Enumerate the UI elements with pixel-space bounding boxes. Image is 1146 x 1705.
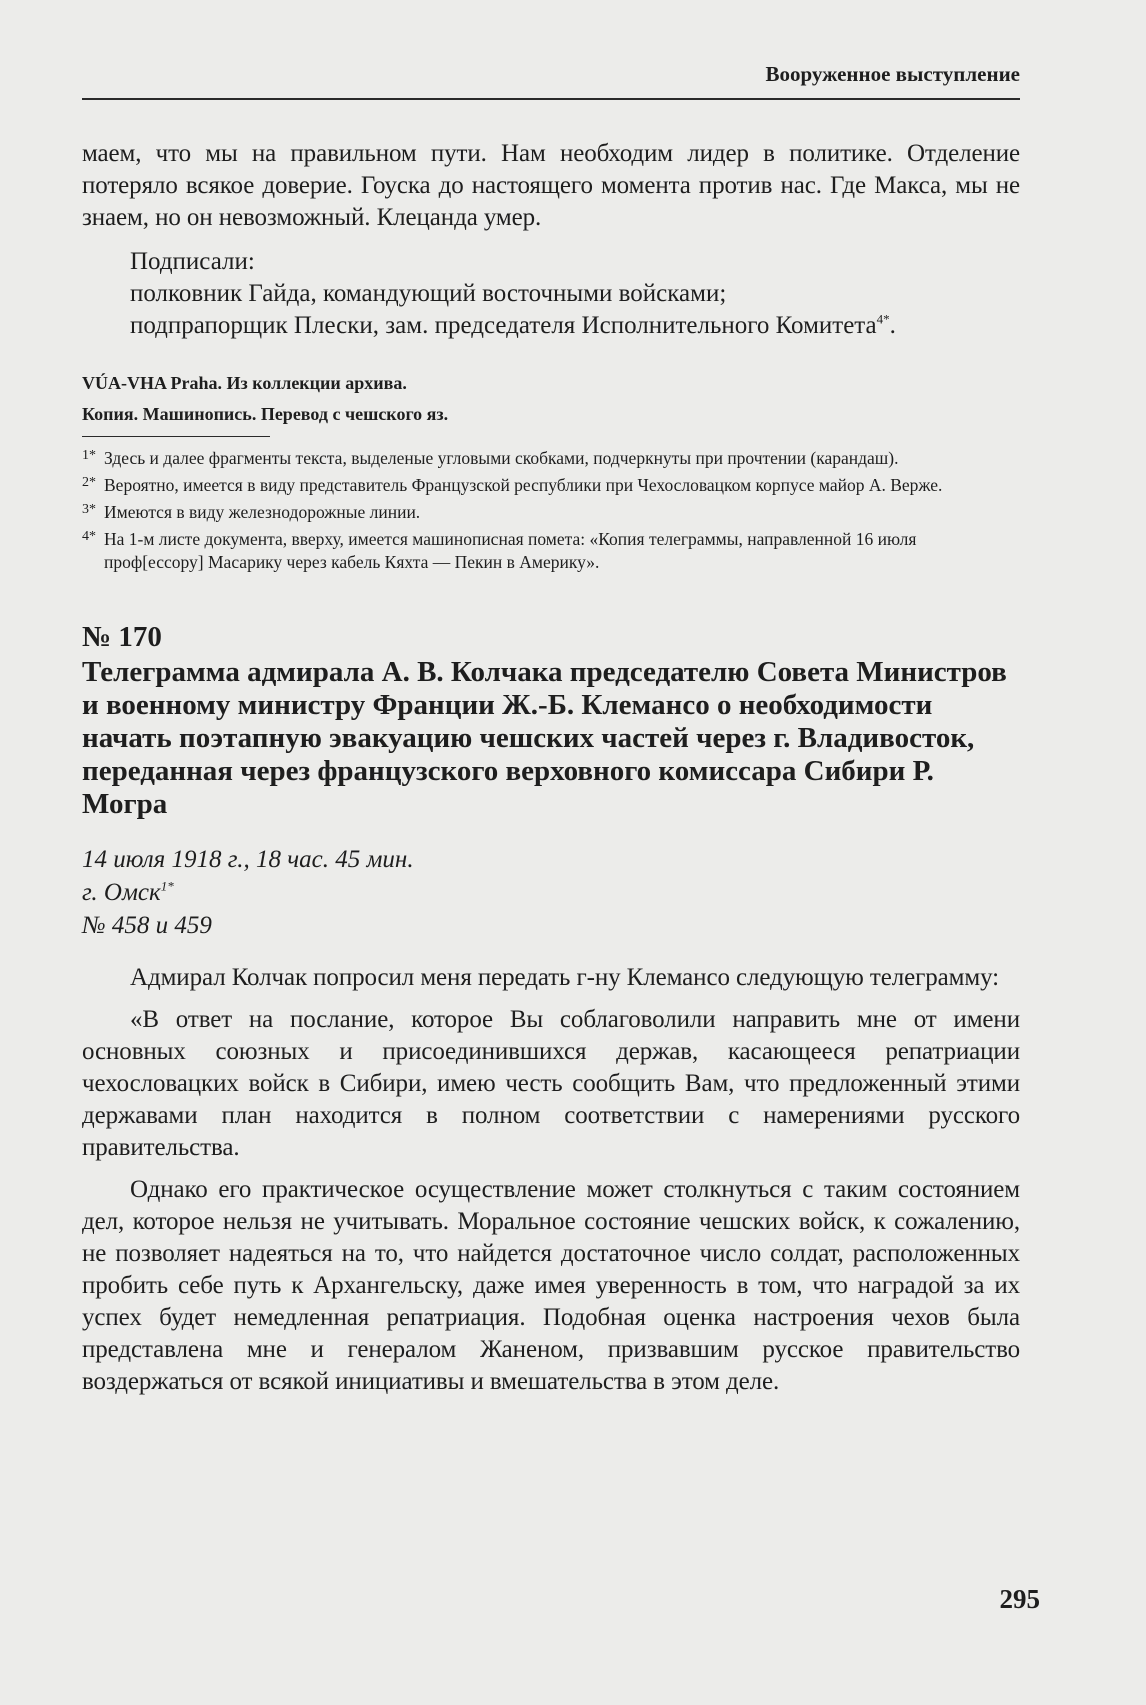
signatory-pleski-text: подпрапорщик Плески, зам. председателя Исполнительного Комитета [130, 312, 877, 339]
signatures [82, 246, 1020, 342]
footnote [82, 447, 1020, 470]
document-title: Телеграмма адмирала А. В. Колчака председателю Совета Министров и военному министру Франции Ж.-Б. Клемансо о необходимости начать поэтапную эвакуацию чешских частей через г. Владивосток, переданная через французского верховного комиссара Сибири Р. Могра [82, 656, 1007, 820]
document-date: 14 июля 1918 г., 18 час. 45 мин. [82, 846, 414, 873]
page-content [82, 138, 1020, 1408]
archive-line-1: VÚA-VHA Praha. Из коллекции архива. [82, 373, 407, 393]
footnote-mark: 4* [82, 529, 96, 544]
footnote-ref-4: 4* [876, 311, 890, 327]
footnote-text: Здесь и далее фрагменты текста, выделеные угловыми скобками, подчеркнуты при прочтении (карандаш). [104, 448, 899, 468]
footnote-mark: 2* [82, 475, 96, 490]
document-place [82, 876, 1020, 909]
footnotes [82, 447, 1020, 574]
header-rule [82, 98, 1020, 100]
signed-label: Подписали: [130, 248, 255, 275]
footnote [82, 501, 1020, 524]
footnote-rule [82, 436, 270, 437]
document-body [82, 962, 1020, 1398]
body-paragraph: Однако его практическое осуществление может столкнуться с таким состоянием дел, которое нельзя не учитывать. Моральное состояние чешских войск, к сожалению, не позволяет надеяться на то, что найдется достаточное число солдат, расположенных пробить себе путь к Архангельску, даже имея уверенность в том, что наградой за их успех будет немедленная репатриация. Подобная оценка настроения чехов была представлена мне и генералом Жаненом, призвавшим русское правительство воздержаться от всякой инициативы и вмешательства в этом деле. [82, 1176, 1020, 1395]
archive-source [82, 368, 1020, 430]
document-place-text: г. Омск [82, 879, 161, 906]
footnote [82, 528, 1020, 574]
footnote-text: Имеются в виду железнодорожные линии. [104, 502, 421, 522]
running-header: Вооруженное выступление [765, 62, 1020, 86]
footnote-ref-1: 1* [160, 878, 174, 894]
body-paragraph: «В ответ на послание, которое Вы соблаговолили направить мне от имени основных союзных и присоединившихся держав, касающееся репатриации чехословацких войск в Сибири, имею честь сообщить Вам, что предложенный этими державами план находится в полном соответствии с намерениями русского правительства. [82, 1006, 1020, 1161]
page-number: 295 [999, 1584, 1040, 1614]
footnote-text: На 1-м листе документа, вверху, имеется машинописная помета: «Копия телеграммы, направленной 16 июля проф[ессору] Масарику через кабель Кяхта — Пекин в Америку». [104, 529, 917, 572]
signatory-pleski [130, 310, 1020, 342]
body-paragraph: Адмирал Колчак попросил меня передать г-ну Клемансо следующую телеграмму: [130, 964, 1000, 991]
footnote [82, 474, 1020, 497]
footnote-mark: 1* [82, 448, 96, 463]
document-meta [82, 843, 1020, 942]
signatory-pleski-end: . [889, 312, 896, 339]
intro-paragraph: маем, что мы на правильном пути. Нам необходим лидер в политике. Отделение потеряло всякое доверие. Гоуска до настоящего момента против нас. Где Макса, мы не знаем, но он невозможный. Клецанда умер. [82, 140, 1020, 231]
document-ref-numbers: № 458 и 459 [82, 912, 212, 939]
document-number: № 170 [82, 621, 162, 653]
footnote-mark: 3* [82, 502, 96, 517]
footnote-text: Вероятно, имеется в виду представитель Французской республики при Чехословацком корпусе майор А. Верже. [104, 475, 943, 495]
signatory-gaida: полковник Гайда, командующий восточными войсками; [130, 280, 727, 307]
archive-line-2: Копия. Машинопись. Перевод с чешского яз. [82, 404, 449, 424]
